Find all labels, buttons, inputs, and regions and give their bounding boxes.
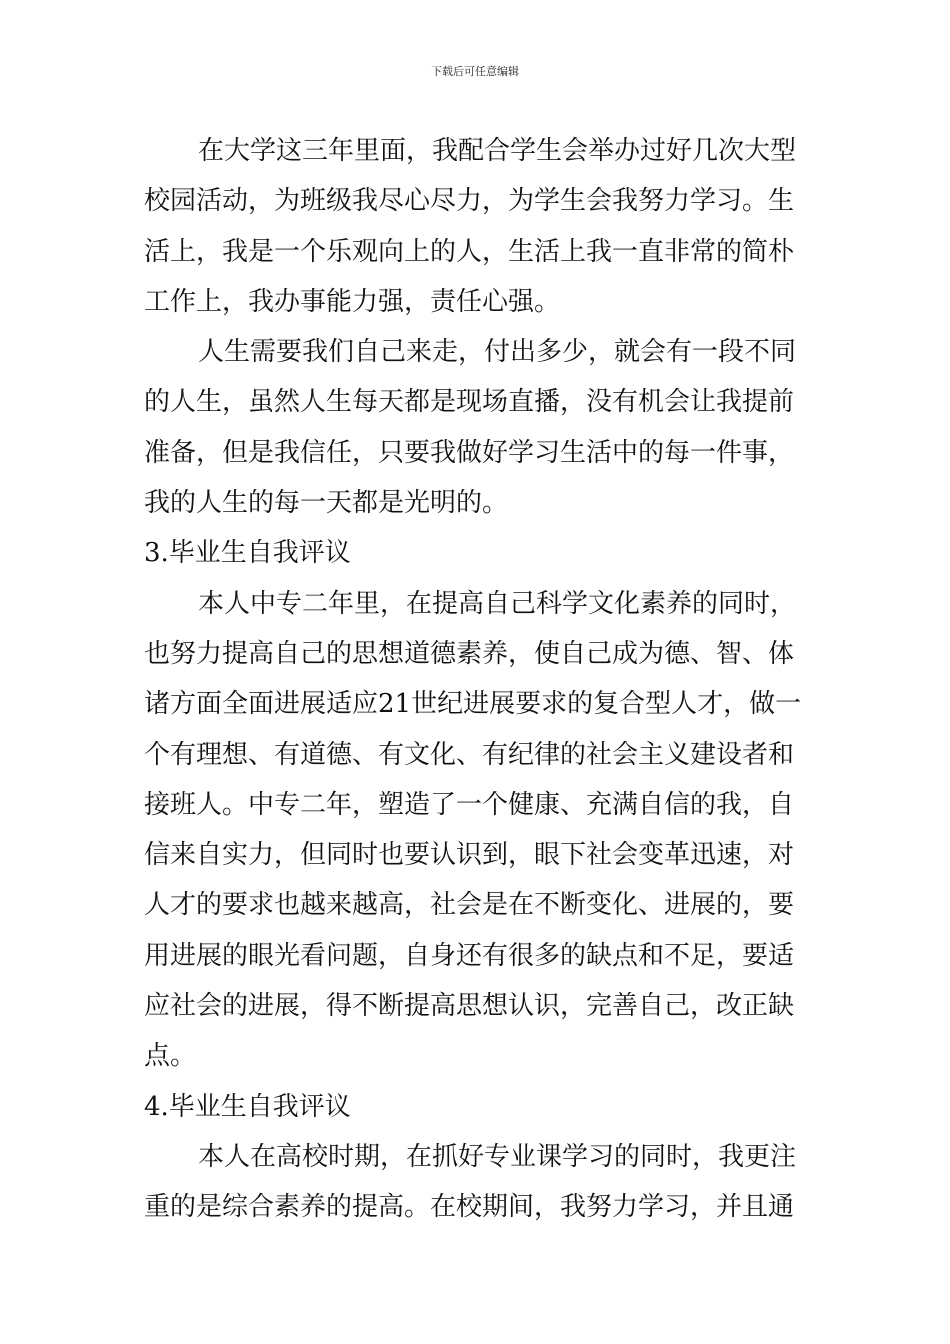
paragraph-line: 人生需要我们自己来走，付出多少，就会有一段不同 — [198, 337, 797, 368]
paragraph-line: 重的是综合素养的提高。在校期间，我努力学习，并且通 — [144, 1192, 795, 1223]
document-body — [144, 126, 808, 1233]
paragraph-line: 也努力提高自己的思想道德素养，使自己成为德、智、体 — [144, 638, 795, 669]
paragraph-line: 接班人。中专二年，塑造了一个健康、充满自信的我，自 — [144, 789, 795, 820]
paragraph-line: 准备，但是我信任，只要我做好学习生活中的每一件事， — [144, 437, 795, 468]
paragraph-line: 我的人生的每一天都是光明的。 — [144, 488, 509, 519]
paragraph-line: 本人在高校时期，在抓好专业课学习的同时，我更注 — [198, 1141, 797, 1172]
paragraph-line: 个有理想、有道德、有文化、有纪律的社会主义建设者和 — [144, 739, 795, 770]
paragraph-line: 信来自实力，但同时也要认识到，眼下社会变革迅速，对 — [144, 840, 795, 871]
paragraph-line: 在大学这三年里面，我配合学生会举办过好几次大型 — [198, 136, 797, 166]
section-heading: 4.毕业生自我评议 — [144, 1091, 351, 1122]
paragraph-line: 应社会的进展，得不断提高思想认识，完善自己，改正缺 — [144, 991, 795, 1022]
section-heading: 3.毕业生自我评议 — [144, 538, 351, 569]
paragraph-line: 诸方面全面进展适应21世纪进展要求的复合型人才，做一 — [144, 689, 802, 720]
paragraph-line: 本人中专二年里，在提高自己科学文化素养的同时， — [198, 588, 797, 619]
paragraph-line: 人才的要求也越来越高，社会是在不断变化、进展的，要 — [144, 890, 795, 921]
paragraph-line: 的人生，虽然人生每天都是现场直播，没有机会让我提前 — [144, 387, 795, 418]
paragraph-line: 校园活动，为班级我尽心尽力，为学生会我努力学习。生 — [144, 186, 795, 217]
paragraph-line: 点。 — [144, 1041, 197, 1072]
paragraph-line: 工作上，我办事能力强，责任心强。 — [144, 286, 561, 317]
paragraph-line: 活上，我是一个乐观向上的人，生活上我一直非常的简朴 — [144, 236, 795, 267]
paragraph-line: 用进展的眼光看问题，自身还有很多的缺点和不足，要适 — [144, 940, 795, 971]
page-header: 下载后可任意编辑 — [431, 65, 519, 78]
